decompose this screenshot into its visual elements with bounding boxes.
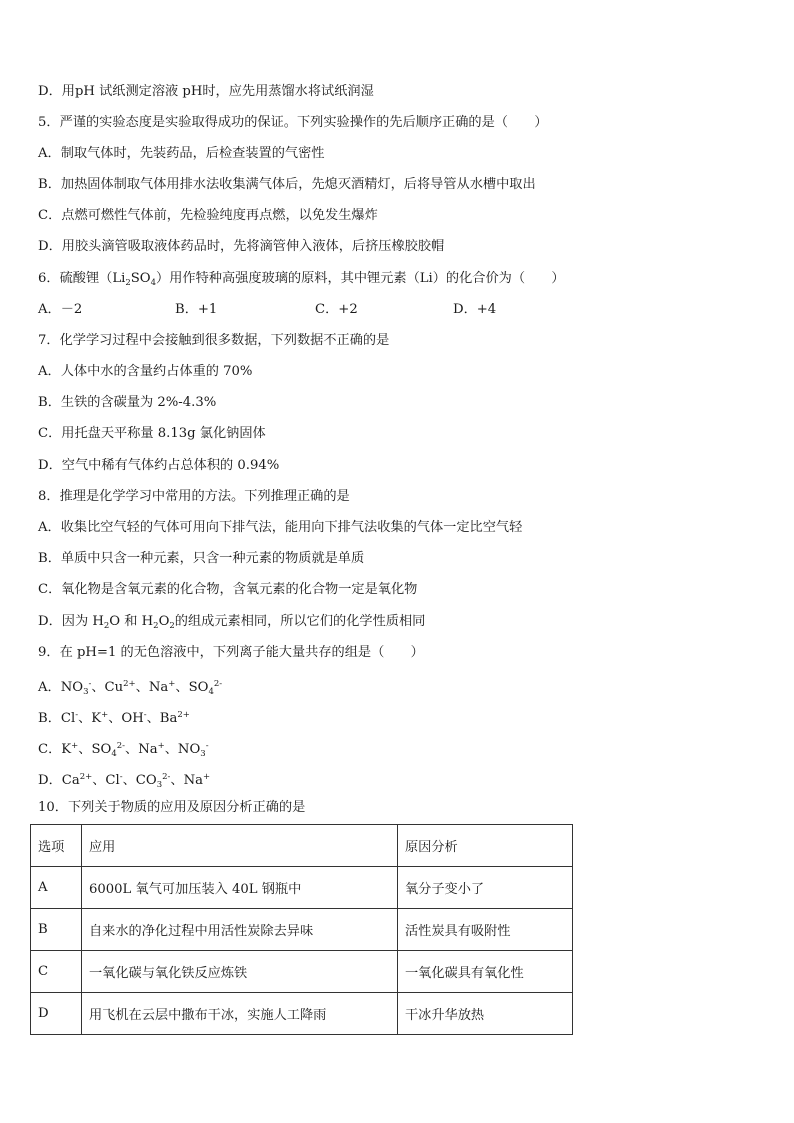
text-part: 、CO xyxy=(122,773,157,788)
superscript: 2- xyxy=(116,741,126,751)
subscript: 3 xyxy=(156,780,163,790)
q5-option-a: A．制取气体时，先装药品，后检查装置的气密性 xyxy=(38,146,325,161)
subscript: 3 xyxy=(83,687,89,697)
table-cell: 6000L 氧气可加压装入 40L 钢瓶中 xyxy=(82,867,398,909)
table-row xyxy=(31,951,573,993)
q8-stem: 8．推理是化学学习中常用的方法。下列推理正确的是 xyxy=(38,489,350,504)
superscript: 2+ xyxy=(79,772,93,782)
table-cell: D xyxy=(31,993,82,1035)
text-part: O xyxy=(158,614,170,629)
q6-stem-part: 6．硫酸锂（Li xyxy=(38,271,126,286)
q7-option-a: A．人体中水的含量约占体重的 70% xyxy=(38,364,253,379)
q10-stem: 10．下列关于物质的应用及原因分析正确的是 xyxy=(38,800,306,815)
q10-table xyxy=(30,824,573,1035)
q6-option-c: C．+2 xyxy=(315,302,358,317)
subscript: 2 xyxy=(125,278,131,288)
table-row xyxy=(31,867,573,909)
subscript: 4 xyxy=(111,749,117,759)
superscript: 2+ xyxy=(177,710,190,720)
q8-option-a: A．收集比空气轻的气体可用向下排气法，能用向下排气法收集的气体一定比空气轻 xyxy=(38,520,523,535)
text-part: D．Ca xyxy=(38,773,80,788)
q8-option-b: B．单质中只含一种元素，只含一种元素的物质就是单质 xyxy=(38,551,365,566)
q9-option-b xyxy=(38,706,190,728)
superscript: + xyxy=(168,679,176,689)
q4-option-d: D．用pH 试纸测定溶液 pH时，应先用蒸馏水将试纸润湿 xyxy=(38,84,374,99)
subscript: 2 xyxy=(153,621,159,631)
subscript: 4 xyxy=(208,687,214,697)
table-cell: 一氧化碳具有氧化性 xyxy=(398,951,573,993)
q9-option-a xyxy=(38,675,222,701)
table-row xyxy=(31,909,573,951)
superscript: + xyxy=(203,772,211,782)
text-part: 、OH xyxy=(108,711,144,726)
text-part: 的组成元素相同，所以它们的化学性质相同 xyxy=(174,614,426,629)
superscript: + xyxy=(71,741,79,751)
superscript: - xyxy=(75,710,79,720)
table-cell: 氧分子变小了 xyxy=(398,867,573,909)
text-part: 、Na xyxy=(135,680,169,695)
text-part: 、Cl xyxy=(92,773,120,788)
table-header-cell: 原因分析 xyxy=(398,825,573,867)
text-part: 、Ba xyxy=(146,711,178,726)
subscript: 4 xyxy=(150,278,157,288)
q5-stem: 5．严谨的实验态度是实验取得成功的保证。下列实验操作的先后顺序正确的是（ ） xyxy=(38,115,548,130)
text-part: 、SO xyxy=(175,680,209,695)
text-part: 、K xyxy=(78,711,102,726)
q9-option-d xyxy=(38,768,210,794)
table-header-row xyxy=(31,825,573,867)
table-cell: 干冰升华放热 xyxy=(398,993,573,1035)
text-part: A．NO xyxy=(38,680,84,695)
superscript: - xyxy=(119,772,123,782)
superscript: + xyxy=(157,741,165,751)
text-part: 、Na xyxy=(125,742,158,757)
table-cell: 活性炭具有吸附性 xyxy=(398,909,573,951)
text-part: 、NO xyxy=(164,742,201,757)
table-cell: B xyxy=(31,909,82,951)
q6-stem xyxy=(38,270,565,292)
superscript: 2- xyxy=(162,772,171,782)
table-header-cell: 选项 xyxy=(31,825,82,867)
text-part: 、Na xyxy=(170,773,204,788)
text-part: O 和 H xyxy=(109,614,154,629)
table-cell: 用飞机在云层中撒布干冰，实施人工降雨 xyxy=(82,993,398,1035)
q7-option-c: C．用托盘天平称量 8.13g 氯化钠固体 xyxy=(38,426,266,441)
superscript: 2+ xyxy=(123,679,136,689)
q8-option-c: C．氧化物是含氧元素的化合物，含氧元素的化合物一定是氧化物 xyxy=(38,582,418,597)
table-header-cell: 应用 xyxy=(82,825,398,867)
superscript: - xyxy=(205,741,209,751)
text-part: B．Cl xyxy=(38,711,76,726)
table-cell: C xyxy=(31,951,82,993)
text-part: D．因为 H xyxy=(38,614,104,629)
q5-option-c: C．点燃可燃性气体前，先检验纯度再点燃，以免发生爆炸 xyxy=(38,208,378,223)
q9-option-c xyxy=(38,737,209,763)
q5-option-b: B．加热固体制取气体用排水法收集满气体后，先熄灭酒精灯，后将导管从水槽中取出 xyxy=(38,177,536,192)
superscript: - xyxy=(143,710,147,720)
q6-stem-part: ）用作特种高强度玻璃的原料，其中锂元素（Li）的化合价为（ ） xyxy=(156,271,565,286)
superscript: + xyxy=(101,710,109,720)
q6-stem-part: SO xyxy=(130,271,151,286)
subscript: 2 xyxy=(169,621,175,631)
superscript: - xyxy=(88,679,92,689)
superscript: 2- xyxy=(213,679,223,689)
q6-option-b: B．+1 xyxy=(175,302,218,317)
subscript: 2 xyxy=(103,621,110,631)
table-cell: 一氧化碳与氧化铁反应炼铁 xyxy=(82,951,398,993)
q9-stem: 9．在 pH=1 的无色溶液中，下列离子能大量共存的组是（ ） xyxy=(38,645,424,660)
table-row xyxy=(31,993,573,1035)
q8-option-d xyxy=(38,613,425,635)
text-part: C．K xyxy=(38,742,72,757)
q6-option-a: A．－2 xyxy=(38,302,83,317)
q5-option-d: D．用胶头滴管吸取液体药品时，先将滴管伸入液体，后挤压橡胶胶帽 xyxy=(38,239,445,254)
q7-option-b: B．生铁的含碳量为 2%-4.3% xyxy=(38,395,217,410)
q6-options xyxy=(38,301,496,319)
q7-option-d: D．空气中稀有气体约占总体积的 0.94% xyxy=(38,458,280,473)
text-part: 、Cu xyxy=(91,680,124,695)
subscript: 3 xyxy=(200,749,206,759)
table-cell: A xyxy=(31,867,82,909)
q6-option-d: D．+4 xyxy=(453,302,497,317)
q7-stem: 7．化学学习过程中会接触到很多数据，下列数据不正确的是 xyxy=(38,333,390,348)
text-part: 、SO xyxy=(78,742,112,757)
table-cell: 自来水的净化过程中用活性炭除去异味 xyxy=(82,909,398,951)
